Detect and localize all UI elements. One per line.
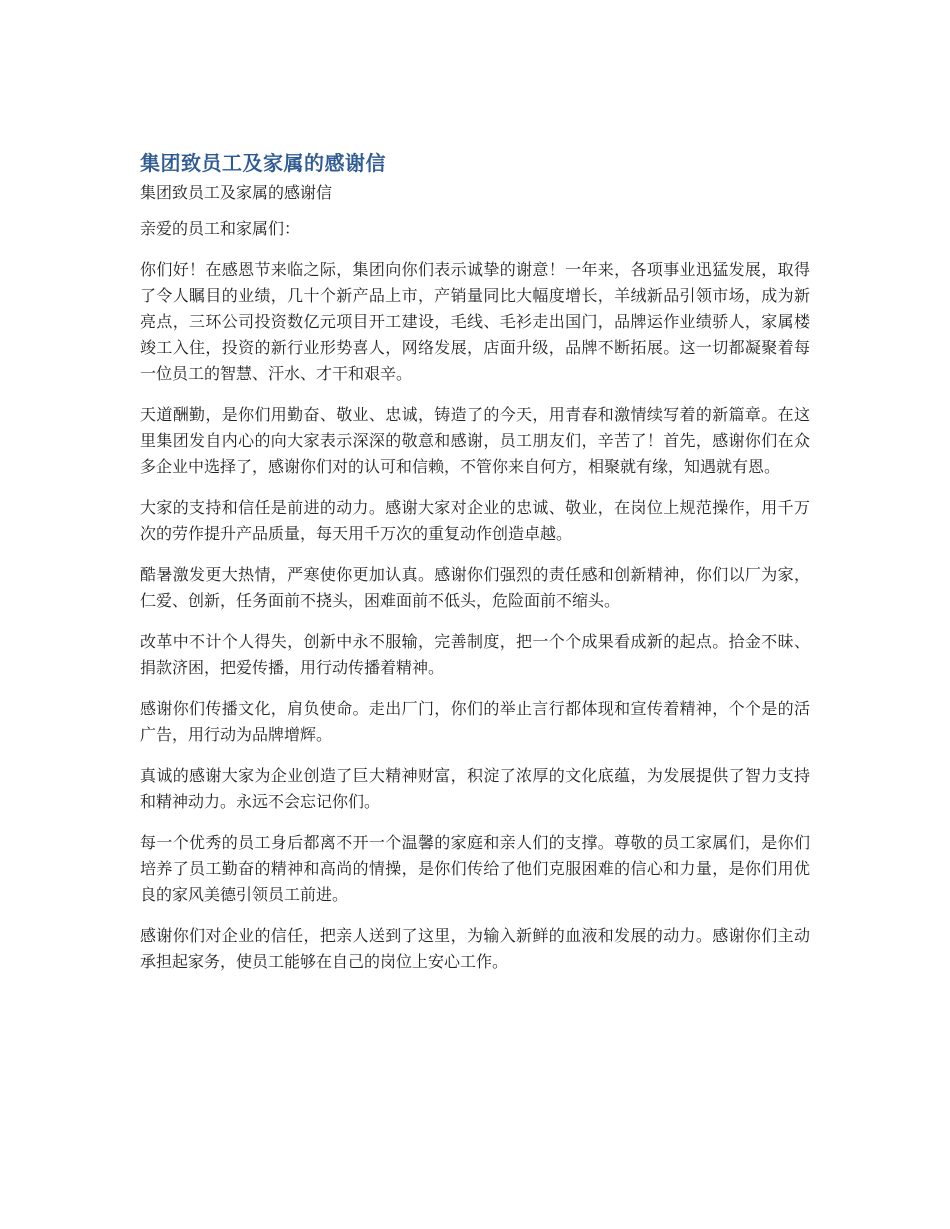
paragraph-9: 感谢你们对企业的信任，把亲人送到了这里，为输入新鲜的血液和发展的动力。感谢你们主动承担起家务，使员工能够在自己的岗位上安心工作。 — [140, 926, 810, 971]
paragraph-4: 酷暑激发更大热情，严寒使你更加认真。感谢你们强烈的责任感和创新精神，你们以厂为家，仁爱、创新，任务面前不挠头，困难面前不低头，危险面前不缩头。 — [140, 565, 810, 610]
document-page — [140, 148, 810, 990]
paragraph-6: 感谢你们传播文化，肩负使命。走出厂门，你们的举止言行都体现和宣传着精神，个个是的活广告，用行动为品牌增辉。 — [140, 699, 810, 744]
paragraph-8: 每一个优秀的员工身后都离不开一个温馨的家庭和亲人们的支撑。尊敬的员工家属们，是你们培养了员工勤奋的精神和高尚的情操，是你们传给了他们克服困难的信心和力量，是你们用优良的家风美德引领员工前进。 — [140, 833, 810, 904]
document-subtitle: 集团致员工及家属的感谢信 — [140, 183, 333, 202]
paragraph-2: 天道酬勤，是你们用勤奋、敬业、忠诚，铸造了的今天，用青春和激情续写着的新篇章。在这里集团发自内心的向大家表示深深的敬意和感谢，员工朋友们，辛苦了！首先，感谢你们在众多企业中选择了，感谢你们对的认可和信赖，不管你来自何方，相聚就有缘，知遇就有恩。 — [140, 405, 810, 476]
paragraph-1: 你们好！在感恩节来临之际，集团向你们表示诚挚的谢意！一年来，各项事业迅猛发展，取得了令人瞩目的业绩，几十个新产品上市，产销量同比大幅度增长，羊绒新品引领市场，成为新亮点，三环公司投资数亿元项目开工建设，毛线、毛衫走出国门，品牌运作业绩骄人，家属楼竣工入住，投资的新行业形势喜人，网络发展，店面升级，品牌不断拓展。这一切都凝聚着每一位员工的智慧、汗水、才干和艰辛。 — [140, 260, 810, 383]
document-title: 集团致员工及家属的感谢信 — [140, 151, 386, 175]
paragraph-3: 大家的支持和信任是前进的动力。感谢大家对企业的忠诚、敬业，在岗位上规范操作，用千万次的劳作提升产品质量，每天用千万次的重复动作创造卓越。 — [140, 498, 810, 543]
paragraph-5: 改革中不计个人得失，创新中永不服输，完善制度，把一个个成果看成新的起点。拾金不昧、捐款济困，把爱传播，用行动传播着精神。 — [140, 632, 810, 677]
greeting: 亲爱的员工和家属们： — [140, 219, 301, 238]
paragraph-7: 真诚的感谢大家为企业创造了巨大精神财富，积淀了浓厚的文化底蕴，为发展提供了智力支持和精神动力。永远不会忘记你们。 — [140, 766, 810, 811]
